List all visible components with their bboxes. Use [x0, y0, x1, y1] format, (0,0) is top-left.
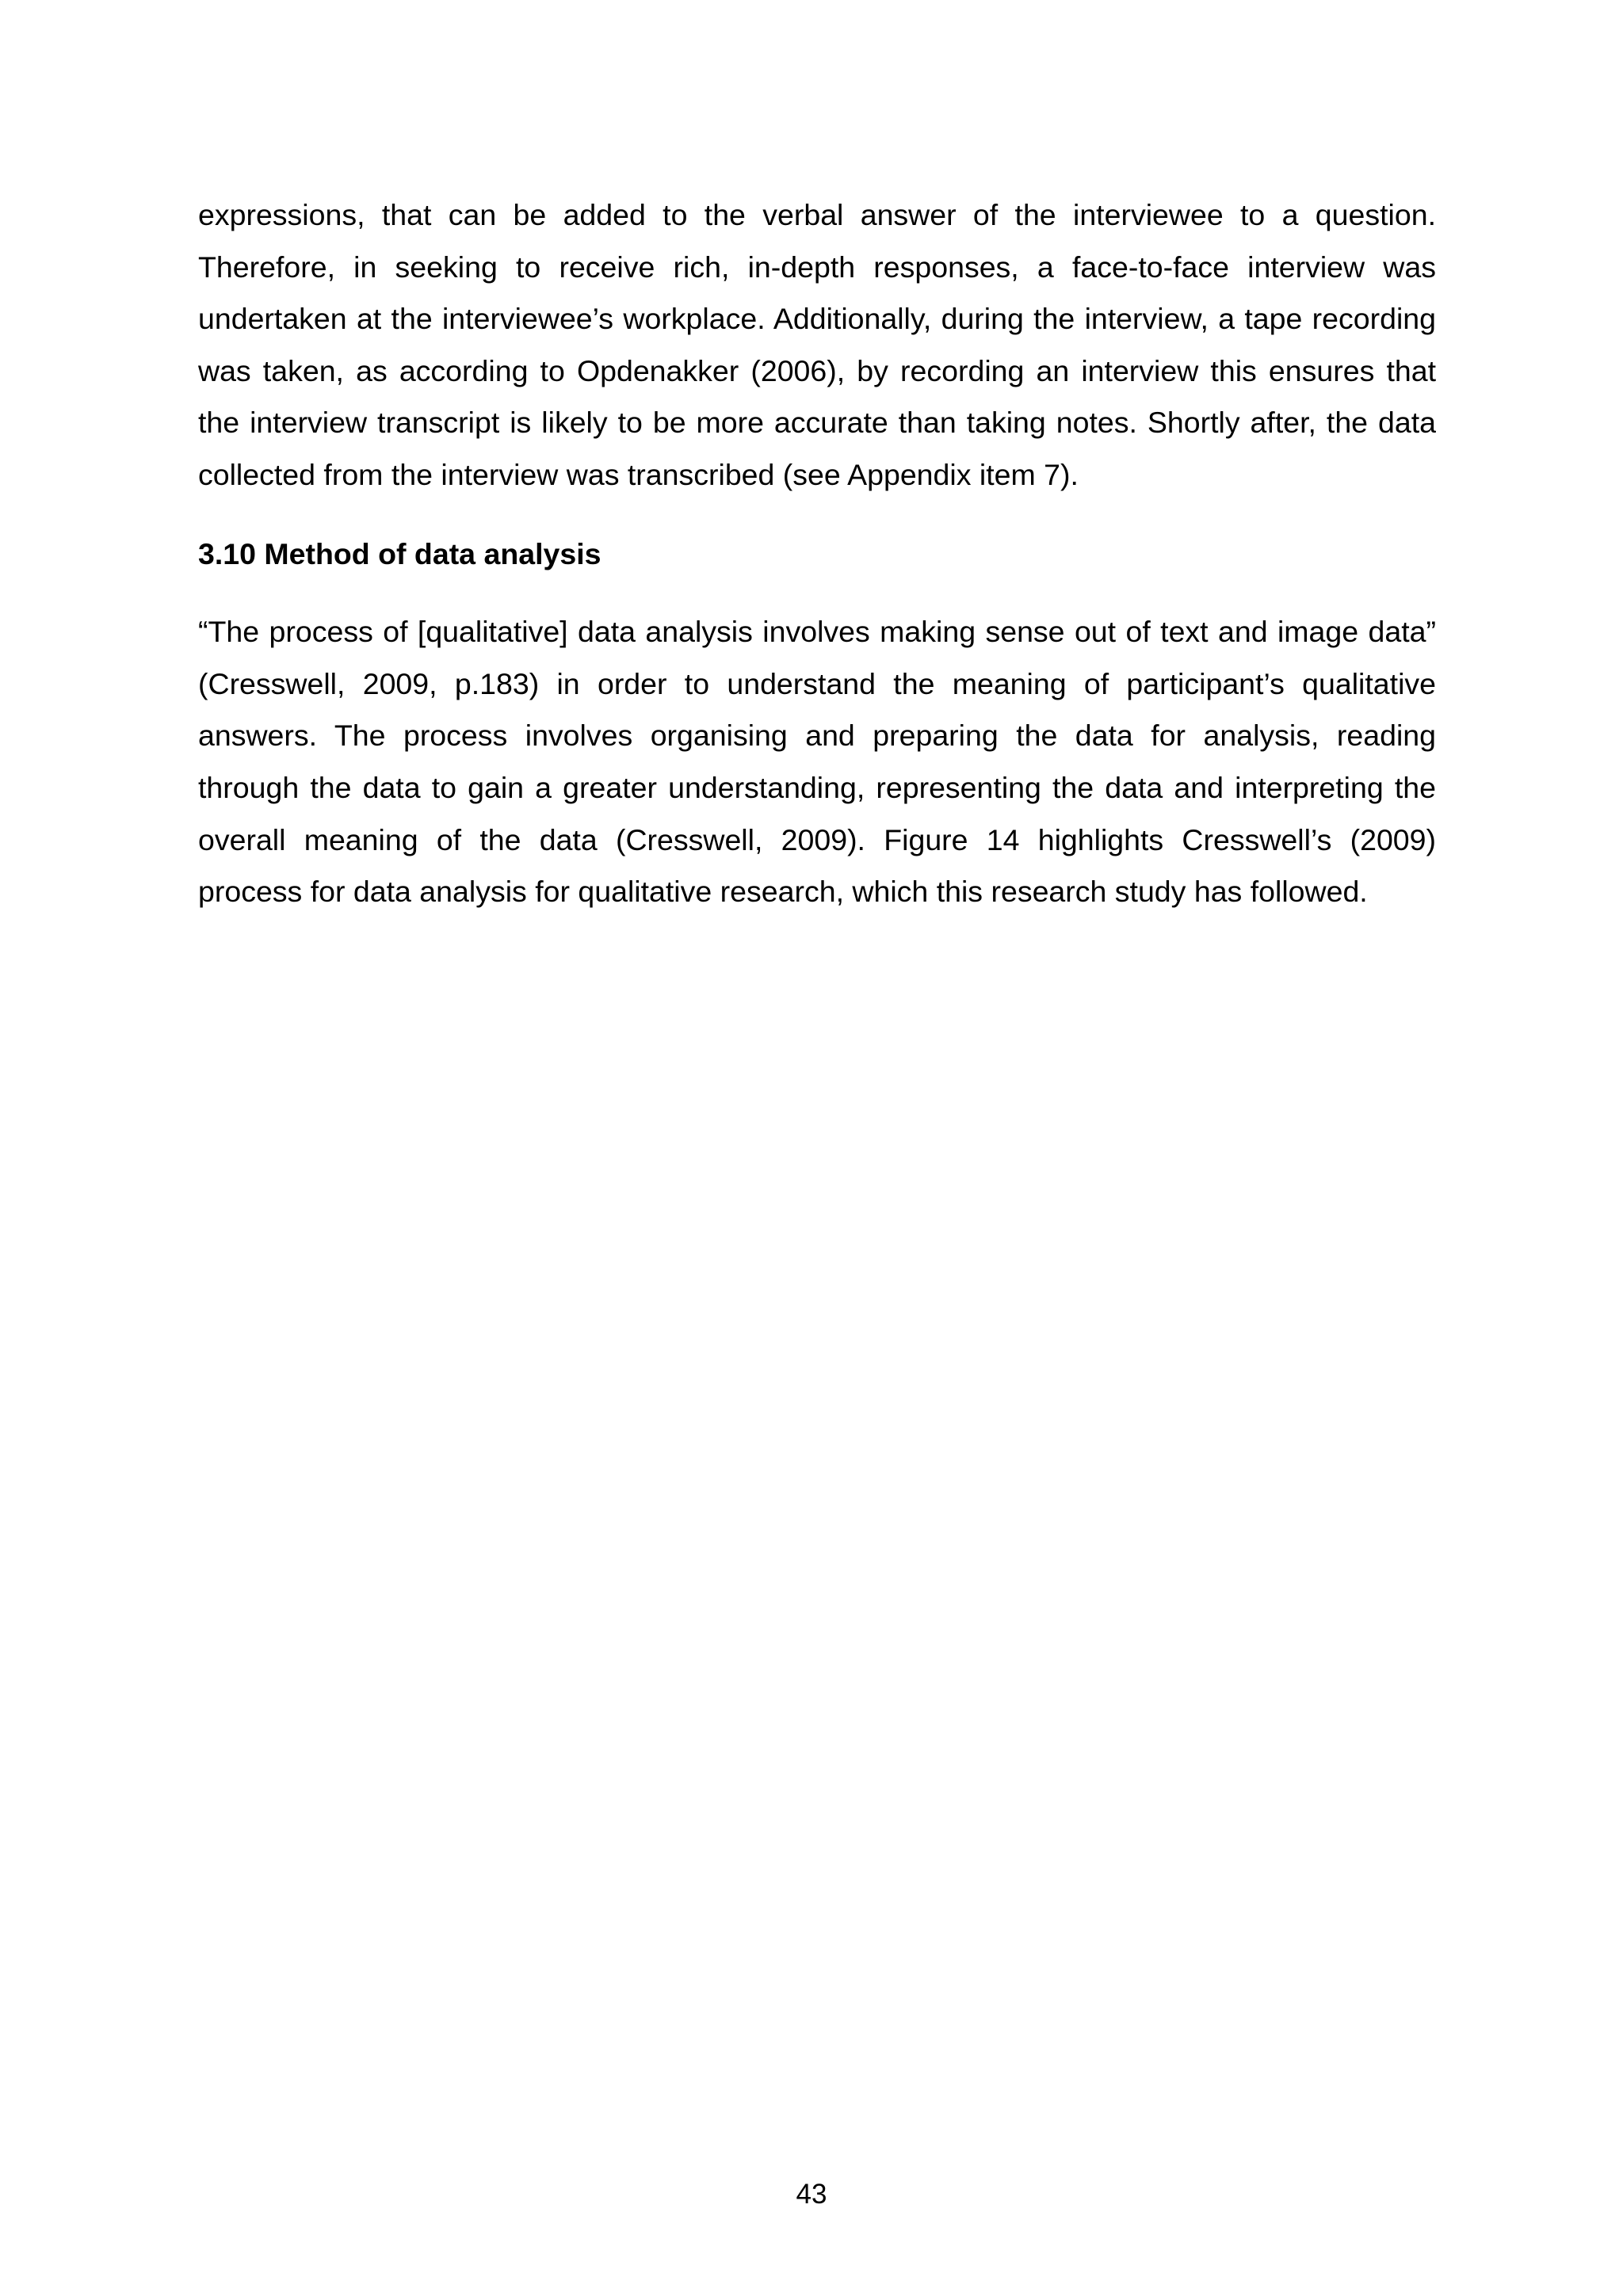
page-content [198, 189, 1436, 918]
body-paragraph-interview: expressions, that can be added to the verbal answer of the interviewee to a question. Therefore, in seeking to receive rich, in-depth responses, a face-to-face interview was undertaken at the interviewee’s workplace. Additionally, during the interview, a tape recording was taken, as according to Opdenakker (2006), by recording an interview this ensures that the interview transcript is likely to be more accurate than taking notes. Shortly after, the data collected from the interview was transcribed (see Appendix item 7). [198, 198, 1436, 491]
section-heading: 3.10 Method of data analysis [198, 536, 601, 570]
page-number: 43 [796, 2179, 827, 2210]
body-paragraph-data-analysis: “The process of [qualitative] data analysis involves making sense out of text and image data” (Cresswell, 2009, p.183) in order to understand the meaning of participant’s qualitative answers. The process involves organising and preparing the data for analysis, reading through the data to gain a greater understanding, representing the data and interpreting the overall meaning of the data (Cresswell, 2009). Figure 14 highlights Cresswell’s (2009) process for data analysis for qualitative research, which this research study has followed. [198, 615, 1436, 909]
